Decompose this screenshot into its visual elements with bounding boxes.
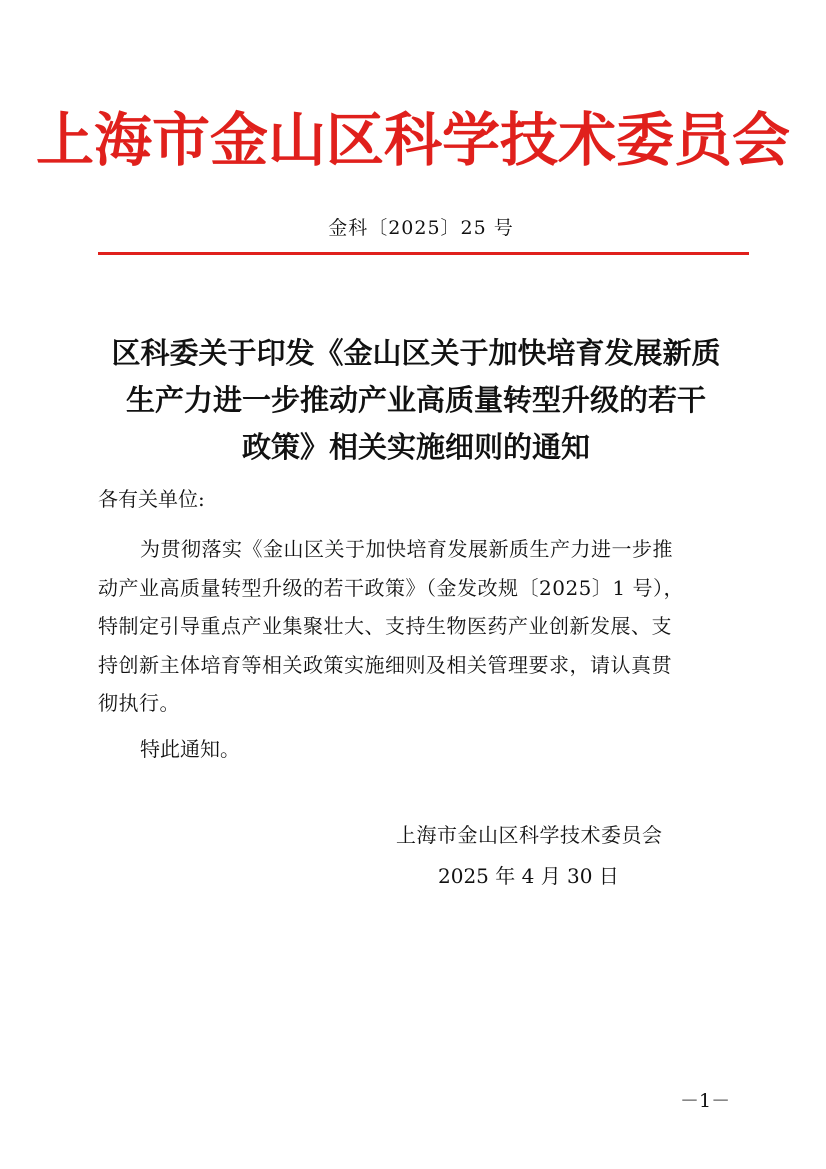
signature-date: 2025 年 4 月 30 日 [438,864,619,888]
body-line: 为贯彻落实《金山区关于加快培育发展新质生产力进一步推 [140,537,673,561]
body-line: 持创新主体培育等相关政策实施细则及相关管理要求，请认真贯 [98,652,672,677]
signature-organization: 上海市金山区科学技术委员会 [396,823,663,847]
body-line: 彻执行。 [98,691,180,715]
notice-title-line: 政策》相关实施细则的通知 [241,430,590,464]
notice-title [96,330,736,471]
body-line: 特制定引导重点产业集聚壮大、支持生物医药产业创新发展、支 [98,614,672,638]
salutation: 各有关单位: [98,487,205,511]
page-number: －1－ [680,1090,731,1112]
closing-phrase: 特此通知。 [140,737,240,761]
body-paragraph [98,530,738,723]
notice-title-line: 区科委关于印发《金山区关于加快培育发展新质 [111,336,721,370]
document-number: 金科〔2025〕25 号 [328,217,514,239]
notice-title-line: 生产力进一步推动产业高质量转型升级的若干 [125,383,706,417]
red-divider-line [98,252,749,255]
issuer-title: 上海市金山区科学技术委员会 [35,106,790,174]
body-line: 动产业高质量转型升级的若干政策》（金发改规〔2025〕1 号）， [98,575,684,600]
